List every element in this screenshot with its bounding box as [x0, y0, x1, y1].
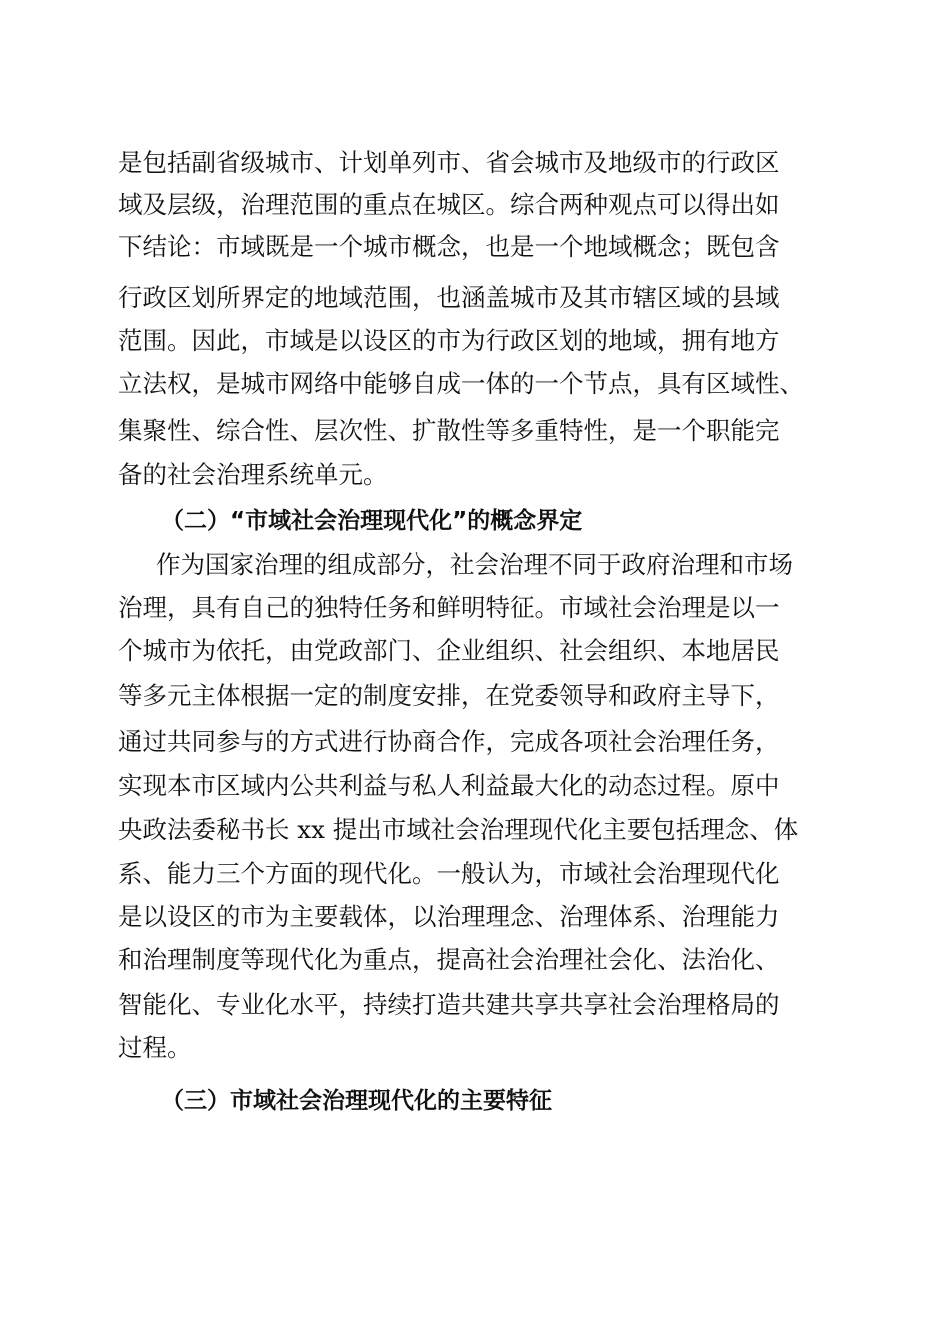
paragraph-1-line-2: 域及层级，治理范围的重点在城区。综合两种观点可以得出如 — [118, 190, 780, 219]
paragraph-2-line-3: 个城市为依托，由党政部门、企业组织、社会组织、本地居民 — [118, 636, 780, 665]
paragraph-1-line-4: 行政区划所界定的地域范围，也涵盖城市及其市辖区域的县域 — [118, 283, 780, 312]
paragraph-2-line-8: 系、能力三个方面的现代化。一般认为，市域社会治理现代化 — [118, 859, 780, 888]
paragraph-2-line-5: 通过共同参与的方式进行协商合作，完成各项社会治理任务， — [118, 727, 780, 756]
paragraph-2-line-10: 和治理制度等现代化为重点，提高社会治理社会化、法治化、 — [118, 945, 780, 974]
paragraph-2-line-7: 央政法委秘书长 xx 提出市域社会治理现代化主要包括理念、体 — [118, 815, 799, 844]
paragraph-1-line-6: 立法权，是城市网络中能够自成一体的一个节点，具有区域性、 — [118, 369, 804, 398]
paragraph-1-line-1: 是包括副省级城市、计划单列市、省会城市及地级市的行政区 — [118, 148, 780, 177]
paragraph-2-line-6: 实现本市区域内公共利益与私人利益最大化的动态过程。原中 — [118, 771, 780, 800]
paragraph-1-line-5: 范围。因此，市域是以设区的市为行政区划的地域，拥有地方 — [118, 326, 780, 355]
paragraph-2-line-12: 过程。 — [118, 1033, 192, 1062]
paragraph-2-line-9: 是以设区的市为主要载体，以治理理念、治理体系、治理能力 — [118, 902, 780, 931]
section-heading-2: （二）“市域社会治理现代化”的概念界定 — [161, 508, 583, 534]
paragraph-2-line-11: 智能化、专业化水平，持续打造共建共享共享社会治理格局的 — [118, 990, 780, 1019]
paragraph-2-line-4: 等多元主体根据一定的制度安排，在党委领导和政府主导下， — [118, 681, 780, 710]
paragraph-2-line-2: 治理，具有自己的独特任务和鲜明特征。市域社会治理是以一 — [118, 593, 780, 622]
section-heading-3: （三）市域社会治理现代化的主要特征 — [161, 1088, 552, 1114]
paragraph-1-line-7: 集聚性、综合性、层次性、扩散性等多重特性，是一个职能完 — [118, 416, 780, 445]
paragraph-1-line-3: 下结论：市域既是一个城市概念，也是一个地域概念；既包含 — [118, 232, 780, 261]
paragraph-2-line-1: 作为国家治理的组成部分，社会治理不同于政府治理和市场 — [156, 550, 793, 579]
paragraph-1-line-8: 备的社会治理系统单元。 — [118, 460, 388, 489]
